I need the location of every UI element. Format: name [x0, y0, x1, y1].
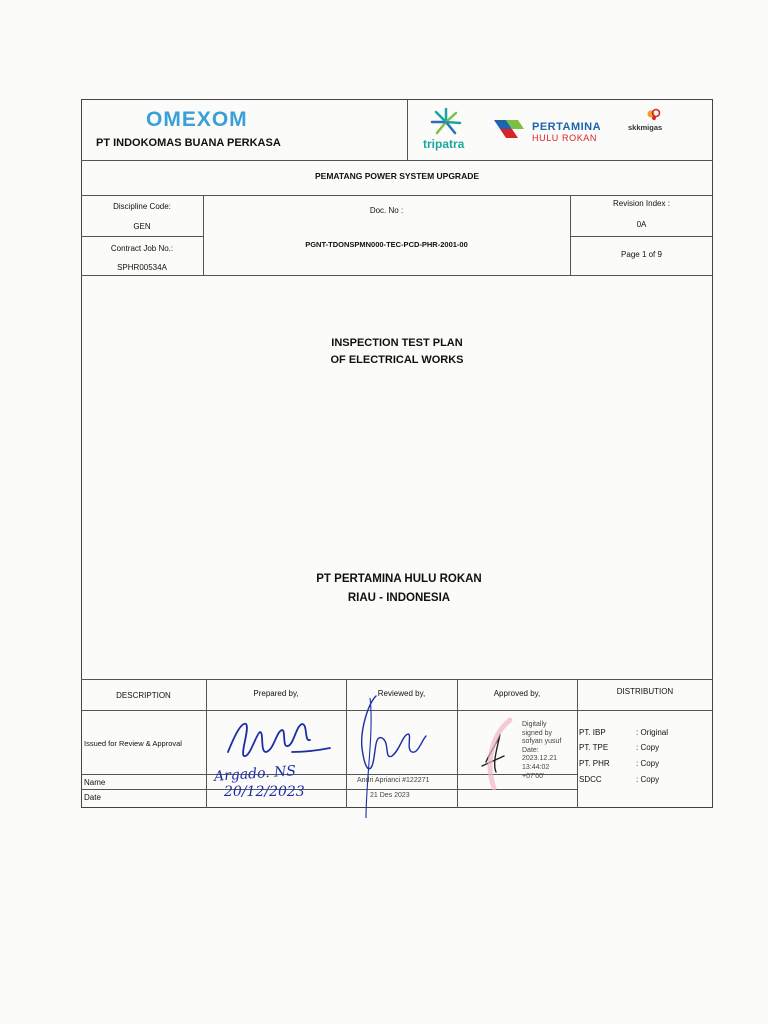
- digital-signature-block: [522, 721, 561, 781]
- distribution-party: SDCC: [579, 775, 602, 784]
- omexom-logo: OMEXOM: [146, 108, 248, 131]
- rule-approval-col4: [577, 679, 578, 808]
- distribution-type: : Copy: [636, 775, 660, 784]
- contract-label: Contract Job No.:: [110, 244, 174, 253]
- pertamina-logo-icon: [492, 118, 530, 140]
- skkmigas-text: skkmigas: [628, 123, 663, 132]
- digital-signature-line: signed by: [522, 729, 552, 737]
- col-description-header: DESCRIPTION: [116, 691, 171, 700]
- digital-signature-line: sofyan yusuf: [522, 738, 562, 746]
- revision-label: Revision Index :: [613, 199, 670, 208]
- owner-line1: PT PERTAMINA HULU ROKAN: [316, 573, 482, 585]
- digital-signature-line: Date:: [522, 746, 539, 754]
- skkmigas-logo-icon: [646, 108, 662, 122]
- col-prepared-header: Prepared by,: [253, 689, 299, 698]
- distribution-party: PT. TPE: [579, 743, 609, 752]
- row-label-date: Date: [84, 793, 101, 802]
- col-reviewed-header: Reviewed by,: [377, 689, 426, 698]
- digital-signature-line: 2023.12.21: [522, 755, 558, 763]
- row-label-issued: Issued for Review & Approval: [84, 739, 182, 748]
- rule-approval-col3: [457, 679, 458, 808]
- tripatra-logo-text: tripatra: [423, 137, 465, 151]
- pink-stamp-icon: [480, 716, 520, 792]
- page-number: Page 1 of 9: [621, 250, 662, 259]
- rule-approval-col1: [206, 679, 207, 808]
- rule-logo-divider: [407, 99, 408, 160]
- revision-value: 0A: [636, 220, 647, 229]
- rule-discipline-bottom: [81, 236, 203, 237]
- doc-no-value: PGNT-TDONSPMN000-TEC-PCD-PHR-2001-00: [305, 240, 468, 249]
- reviewed-name: Andri Aprianci #122271: [357, 777, 430, 784]
- reviewed-signature-icon: [346, 690, 436, 820]
- project-title: PEMATANG POWER SYSTEM UPGRADE: [314, 171, 480, 181]
- tripatra-logo-icon: [424, 106, 468, 138]
- owner-line2: RIAU - INDONESIA: [347, 592, 451, 604]
- document-title-line1: INSPECTION TEST PLAN: [331, 337, 463, 349]
- row-label-name: Name: [84, 778, 106, 787]
- pertamina-subname: HULU ROKAN: [532, 133, 598, 143]
- prepared-signature-icon: [222, 712, 334, 768]
- prepared-date: 20/12/2023: [224, 784, 305, 800]
- distribution-type: : Copy: [636, 759, 660, 768]
- digital-signature-line: Digitally: [522, 721, 547, 728]
- rule-info-bottom: [81, 275, 713, 276]
- distribution-type: : Copy: [636, 743, 660, 752]
- pertamina-name: PERTAMINA: [532, 121, 602, 133]
- reviewed-date: 21 Des 2023: [370, 792, 410, 799]
- digital-signature-line: +07'00': [522, 772, 545, 780]
- rule-title-bottom: [81, 195, 713, 196]
- rule-header-bottom: [81, 160, 713, 161]
- discipline-value: GEN: [133, 222, 151, 231]
- distribution-type: : Original: [636, 728, 669, 737]
- distribution-party: PT. PHR: [579, 759, 610, 768]
- rule-revision-bottom: [570, 236, 713, 237]
- contract-value: SPHR00534A: [117, 263, 167, 272]
- company-name: PT INDOKOMAS BUANA PERKASA: [96, 137, 281, 149]
- document-title-line2: OF ELECTRICAL WORKS: [330, 354, 464, 366]
- distribution-party: PT. IBP: [579, 728, 606, 737]
- discipline-label: Discipline Code:: [113, 202, 171, 211]
- prepared-name: Argado. NS: [213, 763, 297, 785]
- digital-signature-line: 13:44:02: [522, 763, 550, 771]
- doc-no-label: Doc. No :: [369, 206, 404, 215]
- col-approved-header: Approved by,: [493, 689, 541, 698]
- col-distribution-header: DISTRIBUTION: [616, 687, 674, 696]
- rule-body-bottom: [81, 679, 713, 680]
